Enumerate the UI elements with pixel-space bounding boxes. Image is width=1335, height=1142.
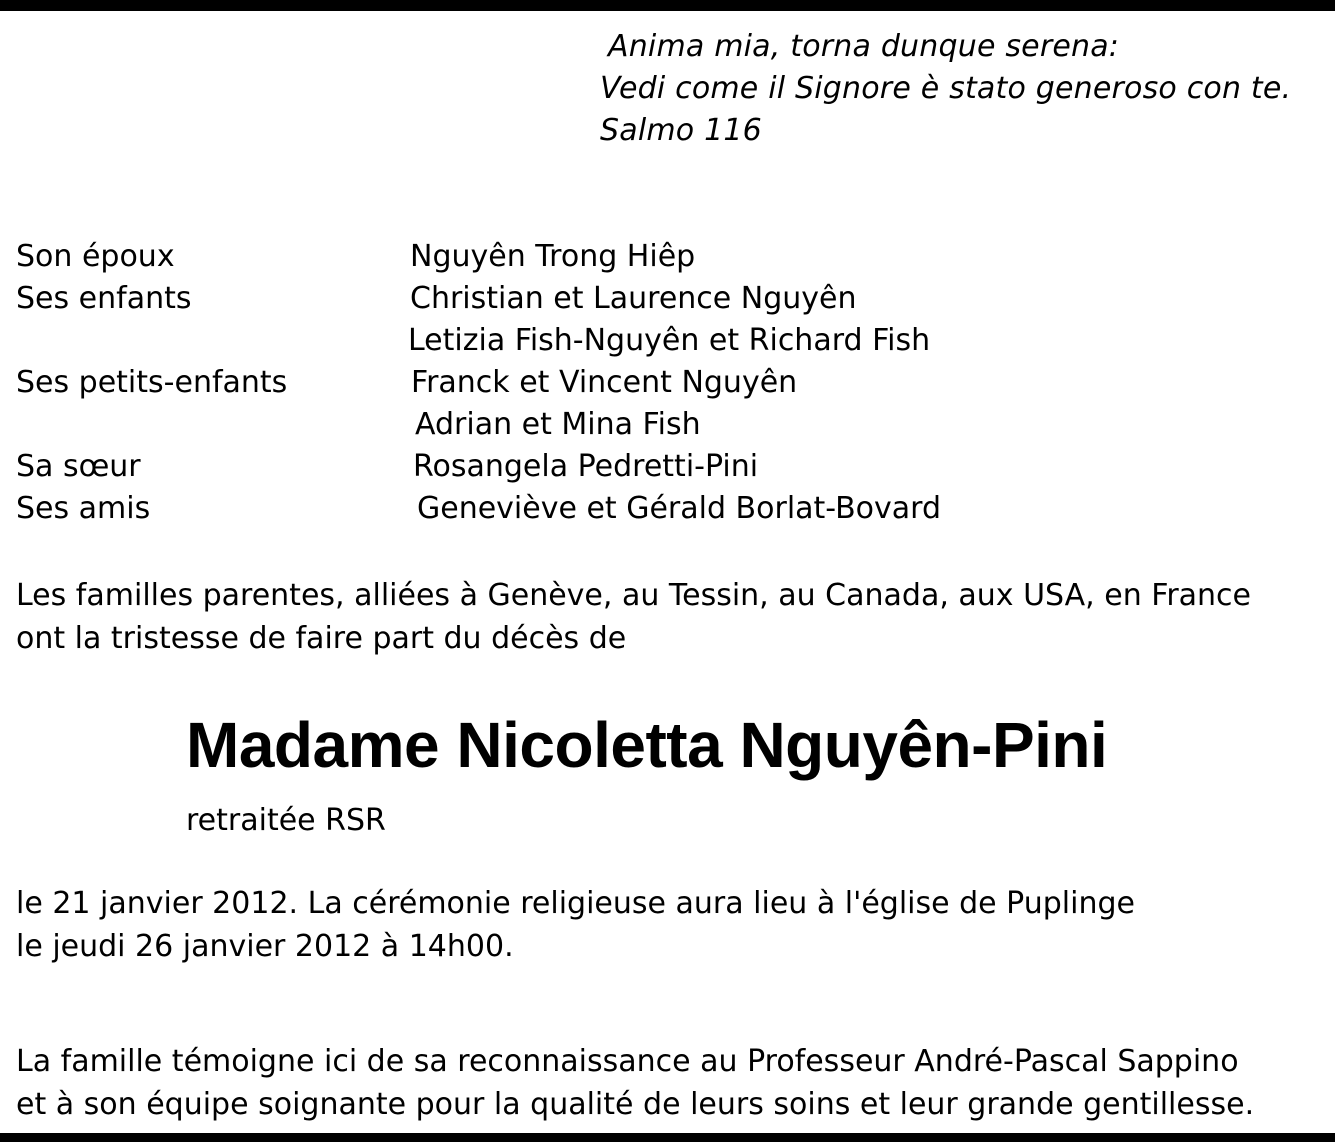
relation-label: Ses enfants <box>16 281 192 316</box>
relation-names: Geneviève et Gérald Borlat-Bovard <box>417 491 941 526</box>
relation-label: Ses petits-enfants <box>16 365 288 400</box>
epigraph-quote <box>600 26 1291 152</box>
epigraph-line-1: Anima mia, torna dunque serena: <box>608 29 1120 64</box>
deceased-name-heading: Madame Nicoletta Nguyên-Pini <box>186 709 1108 781</box>
thanks-paragraph <box>16 1040 1254 1126</box>
relation-label: Ses amis <box>16 491 151 526</box>
relation-names: Adrian et Mina Fish <box>415 407 701 442</box>
thanks-line-1: La famille témoigne ici de sa reconnaissance au Professeur André-Pascal Sappino <box>16 1044 1239 1079</box>
bottom-border-rule <box>0 1133 1335 1142</box>
relation-names: Franck et Vincent Nguyên <box>411 365 798 400</box>
deceased-role: retraitée RSR <box>186 803 386 838</box>
relation-names: Christian et Laurence Nguyên <box>410 281 857 316</box>
top-border-rule <box>0 0 1335 11</box>
ceremony-line-2: le jeudi 26 janvier 2012 à 14h00. <box>16 929 514 964</box>
announcement-line-2: ont la tristesse de faire part du décès de <box>16 621 627 656</box>
relation-label: Son époux <box>16 239 175 274</box>
ceremony-paragraph <box>16 882 1135 968</box>
ceremony-line-1: le 21 janvier 2012. La cérémonie religieuse aura lieu à l'église de Puplinge <box>16 886 1135 921</box>
epigraph-source: Salmo 116 <box>600 113 762 148</box>
relation-names: Letizia Fish-Nguyên et Richard Fish <box>408 323 931 358</box>
thanks-line-2: et à son équipe soignante pour la qualité de leurs soins et leur grande gentillesse. <box>16 1087 1255 1122</box>
announcement-paragraph <box>16 574 1251 660</box>
relation-names: Nguyên Trong Hiêp <box>410 239 696 274</box>
epigraph-line-2: Vedi come il Signore è stato generoso con te. <box>600 71 1292 106</box>
announcement-line-1: Les familles parentes, alliées à Genève, au Tessin, au Canada, aux USA, en France <box>16 578 1252 613</box>
relation-names: Rosangela Pedretti-Pini <box>413 449 759 484</box>
relation-label: Sa sœur <box>16 449 141 484</box>
